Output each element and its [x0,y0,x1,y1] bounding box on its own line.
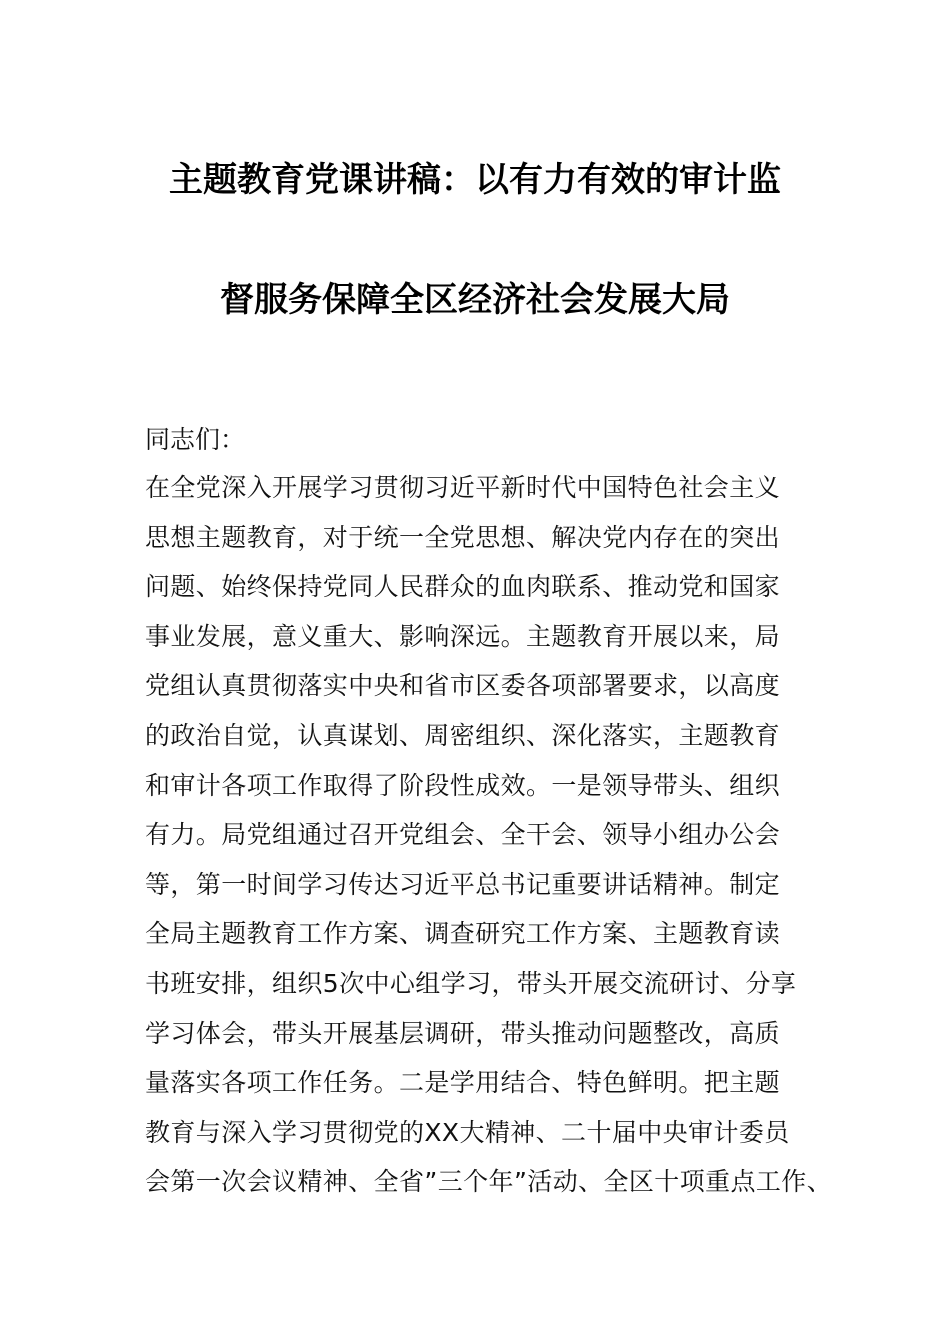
document-title-line-1: 主题教育党课讲稿：以有力有效的审计监 [169,160,781,200]
paragraph-line: 教育与深入学习贯彻党的XX大精神、二十届中央审计委员 [145,1117,790,1147]
paragraph-line: 学习体会，带头开展基层调研，带头推动问题整改，高质 [145,1018,781,1048]
paragraph-line: 量落实各项工作任务。二是学用结合、特色鲜明。把主题 [145,1068,781,1098]
paragraph-line: 的政治自觉，认真谋划、周密组织、深化落实，主题教育 [145,720,781,750]
paragraph-line: 会第一次会议精神、全省”三个年”活动、全区十项重点工作、 [145,1167,833,1197]
paragraph-line: 等，第一时间学习传达习近平总书记重要讲话精神。制定 [145,869,781,899]
paragraph-line: 党组认真贯彻落实中央和省市区委各项部署要求，以高度 [145,671,781,701]
paragraph-line: 问题、始终保持党同人民群众的血肉联系、推动党和国家 [145,572,781,602]
paragraph-line: 和审计各项工作取得了阶段性成效。一是领导带头、组织 [145,770,781,800]
paragraph-line: 书班安排，组织5次中心组学习，带头开展交流研讨、分享 [145,968,797,998]
paragraph-line: 全局主题教育工作方案、调查研究工作方案、主题教育读 [145,919,781,949]
document-title-line-2: 督服务保障全区经济社会发展大局 [220,280,730,320]
salutation: 同志们： [145,425,246,454]
paragraph-line: 事业发展，意义重大、影响深远。主题教育开展以来，局 [145,621,781,651]
paragraph-line: 在全党深入开展学习贯彻习近平新时代中国特色社会主义 [145,473,781,502]
body-paragraph [145,470,835,1214]
paragraph-line: 思想主题教育，对于统一全党思想、解决党内存在的突出 [145,522,781,552]
paragraph-line: 有力。局党组通过召开党组会、全干会、领导小组办公会 [145,820,781,850]
